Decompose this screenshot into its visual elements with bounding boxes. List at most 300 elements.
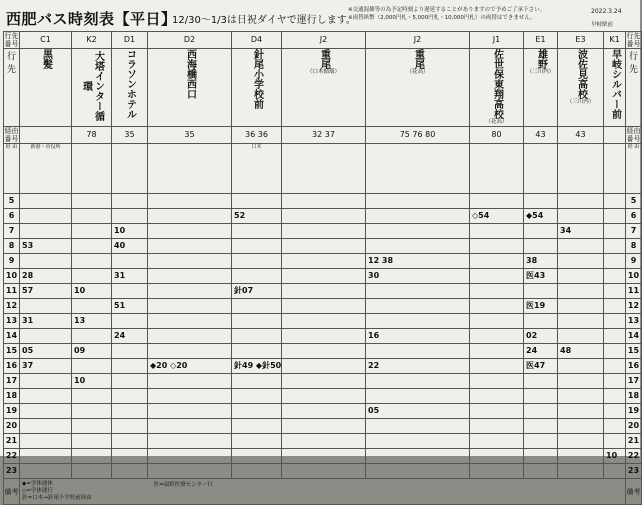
hour-row [4, 254, 642, 269]
departure-cell [148, 314, 232, 329]
via-cell [148, 144, 232, 194]
departure-cell [112, 464, 148, 479]
departure-cell [558, 329, 604, 344]
departure-cell [112, 194, 148, 209]
departure-cell [470, 284, 524, 299]
departure-cell [232, 314, 282, 329]
departure-cell [20, 224, 72, 239]
departure-cell [470, 419, 524, 434]
departure-cell [366, 224, 470, 239]
departure-cell [72, 404, 112, 419]
departure-cell [604, 224, 626, 239]
departure-cell: ◆20 ◇20 [148, 359, 232, 374]
departure-cell: 22 [366, 359, 470, 374]
hour-label: 13 [4, 314, 20, 329]
departure-cell: 針07 [232, 284, 282, 299]
departure-cell [558, 434, 604, 449]
departure-cell [148, 329, 232, 344]
departure-cell [20, 449, 72, 464]
destination-sub: （三川内） [526, 69, 555, 75]
departure-cell [470, 194, 524, 209]
departure-cell [72, 299, 112, 314]
hour-row [4, 284, 642, 299]
departure-cell [470, 344, 524, 359]
via-cell [524, 144, 558, 194]
departure-cell [20, 434, 72, 449]
hour-label: 14 [4, 329, 20, 344]
departure-cell [148, 464, 232, 479]
departure-cell [604, 434, 626, 449]
departure-cell [148, 389, 232, 404]
departure-cell [524, 419, 558, 434]
departure-cell [524, 194, 558, 209]
departure-cell [524, 224, 558, 239]
destination-cell [148, 49, 232, 127]
departure-cell [604, 239, 626, 254]
hour-label-right: 9 [626, 254, 642, 269]
legend [20, 479, 626, 505]
via-cell [604, 144, 626, 194]
departure-cell [604, 209, 626, 224]
destination-name: 黒髪 [40, 49, 52, 69]
departure-cell [282, 269, 366, 284]
departure-cell [20, 194, 72, 209]
departure-cell [604, 464, 626, 479]
via-cell [72, 144, 112, 194]
departure-cell [604, 254, 626, 269]
departure-cell [282, 329, 366, 344]
via-cell: 新港・市役所 [20, 144, 72, 194]
route-number: 35 [112, 127, 148, 144]
departure-cell [558, 464, 604, 479]
departure-cell: 57 [20, 284, 72, 299]
route-number: 78 [72, 127, 112, 144]
departure-cell: 34 [558, 224, 604, 239]
route-number: 43 [524, 127, 558, 144]
departure-cell [604, 329, 626, 344]
departure-cell [232, 299, 282, 314]
legend-l4: 医=福野医療センター行 [153, 482, 213, 488]
departure-cell [558, 374, 604, 389]
destination-sub: （三川内） [566, 99, 595, 105]
departure-cell [232, 449, 282, 464]
departure-cell [148, 344, 232, 359]
route-number: 36 36 [232, 127, 282, 144]
hour-label: 19 [4, 404, 20, 419]
hour-label-right: 11 [626, 284, 642, 299]
departure-cell: 24 [524, 344, 558, 359]
hour-row [4, 329, 642, 344]
departure-cell: 28 [20, 269, 72, 284]
departure-cell [366, 239, 470, 254]
route-code: K2 [72, 32, 112, 49]
departure-cell [524, 239, 558, 254]
departure-cell [604, 419, 626, 434]
departure-cell [232, 464, 282, 479]
departure-cell [366, 344, 470, 359]
departure-cell [112, 419, 148, 434]
hour-label: 6 [4, 209, 20, 224]
departure-cell [72, 254, 112, 269]
hour-label: 12 [4, 299, 20, 314]
departure-cell [112, 254, 148, 269]
departure-cell [524, 389, 558, 404]
hour-label-right: 19 [626, 404, 642, 419]
departure-cell: 24 [112, 329, 148, 344]
departure-cell [20, 464, 72, 479]
departure-cell [282, 434, 366, 449]
departure-cell [232, 239, 282, 254]
destination-name: コラソンホテル [124, 49, 136, 119]
hour-label-right: 15 [626, 344, 642, 359]
departure-cell [112, 389, 148, 404]
departure-cell [112, 359, 148, 374]
timetable [3, 31, 642, 505]
departure-cell [604, 344, 626, 359]
departure-cell [558, 314, 604, 329]
departure-cell [112, 434, 148, 449]
destination-cell [604, 49, 626, 127]
departure-cell [148, 254, 232, 269]
departure-cell [558, 404, 604, 419]
departure-cell: 医43 [524, 269, 558, 284]
departure-cell [72, 419, 112, 434]
departure-cell [558, 449, 604, 464]
departure-cell [148, 209, 232, 224]
departure-cell [366, 464, 470, 479]
via-cell [366, 144, 470, 194]
hour-label-right: 21 [626, 434, 642, 449]
departure-cell [148, 419, 232, 434]
destination-cell [558, 49, 604, 127]
hour-row [4, 299, 642, 314]
departure-cell [604, 194, 626, 209]
departure-cell [232, 254, 282, 269]
departure-cell [72, 449, 112, 464]
departure-cell [470, 359, 524, 374]
departure-cell [558, 284, 604, 299]
destination-cell [282, 49, 366, 127]
hour-label: 5 [4, 194, 20, 209]
departure-cell [282, 314, 366, 329]
departure-cell [232, 194, 282, 209]
route-code: C1 [20, 32, 72, 49]
departure-cell [232, 269, 282, 284]
hour-label: 7 [4, 224, 20, 239]
destination-cell [72, 49, 112, 127]
departure-cell [72, 329, 112, 344]
departure-cell [366, 449, 470, 464]
hour-label: 21 [4, 434, 20, 449]
label-via: 経 由 [4, 144, 20, 194]
destination-name: 西海橋西口 [184, 49, 196, 99]
destination-cell [470, 49, 524, 127]
hour-row [4, 344, 642, 359]
departure-cell [72, 239, 112, 254]
destination-name: 重尾 [318, 49, 330, 69]
departure-cell [72, 464, 112, 479]
departure-cell [72, 434, 112, 449]
hour-row [4, 359, 642, 374]
departure-cell [470, 329, 524, 344]
hour-row [4, 404, 642, 419]
departure-cell: 12 38 [366, 254, 470, 269]
via-cell [112, 144, 148, 194]
departure-cell [72, 224, 112, 239]
departure-cell [604, 374, 626, 389]
departure-cell [148, 284, 232, 299]
departure-cell [282, 239, 366, 254]
hour-label-right: 5 [626, 194, 642, 209]
departure-cell [282, 404, 366, 419]
hour-label-right: 23 [626, 464, 642, 479]
departure-cell [112, 314, 148, 329]
departure-cell: ◆54 [524, 209, 558, 224]
departure-cell: 針49 ◆針50 [232, 359, 282, 374]
route-number: 32 37 [282, 127, 366, 144]
departure-cell: 51 [112, 299, 148, 314]
departure-cell: 05 [20, 344, 72, 359]
hour-label-right: 20 [626, 419, 642, 434]
route-number: 35 [148, 127, 232, 144]
departure-cell: 48 [558, 344, 604, 359]
departure-cell [232, 224, 282, 239]
destination-name: 重尾 [412, 49, 424, 69]
departure-cell [470, 269, 524, 284]
destination-name: 佐世保東翔高校 [491, 49, 503, 119]
destination-cell [524, 49, 558, 127]
hour-row [4, 419, 642, 434]
hour-label-right: 13 [626, 314, 642, 329]
departure-cell [20, 404, 72, 419]
route-code: K1 [604, 32, 626, 49]
departure-cell [112, 374, 148, 389]
departure-cell [604, 269, 626, 284]
departure-cell [470, 464, 524, 479]
label-fare-route: 経由番号 [4, 127, 19, 143]
destination-cell [232, 49, 282, 127]
departure-cell [470, 434, 524, 449]
label-route-no-right: 行先番号 [626, 32, 641, 48]
departure-cell [232, 374, 282, 389]
departure-cell [366, 209, 470, 224]
departure-cell [558, 299, 604, 314]
hour-label: 20 [4, 419, 20, 434]
departure-cell [112, 209, 148, 224]
departure-cell [366, 284, 470, 299]
hour-label: 16 [4, 359, 20, 374]
route-number [604, 127, 626, 144]
via-cell [282, 144, 366, 194]
departure-cell [604, 404, 626, 419]
hour-label-right: 14 [626, 329, 642, 344]
departure-cell: 13 [72, 314, 112, 329]
hour-row [4, 194, 642, 209]
revision-date: 2022.3.24 [591, 8, 622, 15]
label-dest: 行 先 [4, 49, 20, 127]
departure-cell [148, 269, 232, 284]
hour-row [4, 374, 642, 389]
departure-cell [112, 404, 148, 419]
departure-cell [72, 209, 112, 224]
departure-cell: 医47 [524, 359, 558, 374]
departure-cell: 10 [72, 284, 112, 299]
departure-cell: 31 [112, 269, 148, 284]
note-change: ※両替紙幣（2,000円札・5,000円札・10,000円札）の両替はできません。 [348, 15, 536, 21]
departure-cell [232, 344, 282, 359]
route-number: 80 [470, 127, 524, 144]
departure-cell [148, 239, 232, 254]
departure-cell [366, 314, 470, 329]
route-code: D4 [232, 32, 282, 49]
departure-cell [524, 434, 558, 449]
route-code: E1 [524, 32, 558, 49]
legend-l1: ◆=学休運休 [22, 481, 53, 487]
departure-cell [282, 209, 366, 224]
hour-label-right: 18 [626, 389, 642, 404]
hour-label: 23 [4, 464, 20, 479]
departure-cell [558, 389, 604, 404]
departure-cell [282, 194, 366, 209]
departure-cell [470, 314, 524, 329]
departure-cell [148, 194, 232, 209]
route-code: J2 [282, 32, 366, 49]
departure-cell [282, 419, 366, 434]
departure-cell [282, 299, 366, 314]
departure-cell [558, 254, 604, 269]
departure-cell: 16 [366, 329, 470, 344]
departure-cell [604, 389, 626, 404]
departure-cell [470, 449, 524, 464]
via-cell [470, 144, 524, 194]
departure-cell [20, 419, 72, 434]
departure-cell: 10 [604, 449, 626, 464]
hour-row [4, 239, 642, 254]
departure-cell [470, 299, 524, 314]
departure-cell [232, 389, 282, 404]
hour-row [4, 389, 642, 404]
departure-cell [470, 254, 524, 269]
departure-cell: 37 [20, 359, 72, 374]
departure-cell [558, 209, 604, 224]
departure-cell [72, 389, 112, 404]
departure-cell: 05 [366, 404, 470, 419]
departure-cell [72, 194, 112, 209]
departure-cell: 53 [20, 239, 72, 254]
departure-cell [20, 299, 72, 314]
departure-cell: 09 [72, 344, 112, 359]
departure-cell [558, 269, 604, 284]
departure-cell [366, 299, 470, 314]
departure-cell [604, 314, 626, 329]
departure-cell [366, 194, 470, 209]
destination-cell [112, 49, 148, 127]
departure-cell [470, 374, 524, 389]
departure-cell [20, 389, 72, 404]
label-dest-right: 行 先 [626, 49, 642, 127]
departure-cell [282, 284, 366, 299]
departure-cell [148, 224, 232, 239]
destination-cell [20, 49, 72, 127]
hour-label-right: 16 [626, 359, 642, 374]
departure-cell [470, 224, 524, 239]
hour-row [4, 224, 642, 239]
departure-cell [366, 434, 470, 449]
destination-name: 雄野 [535, 49, 547, 69]
departure-cell [524, 374, 558, 389]
departure-cell [20, 374, 72, 389]
departure-cell [20, 254, 72, 269]
departure-cell: 30 [366, 269, 470, 284]
departure-cell [232, 329, 282, 344]
label-route-no: 行先番号 [4, 32, 19, 48]
label-fare-route-right: 経由番号 [626, 127, 641, 143]
hour-label-right: 17 [626, 374, 642, 389]
departure-cell [232, 419, 282, 434]
departure-cell: 医19 [524, 299, 558, 314]
departure-cell [604, 284, 626, 299]
hour-label-right: 10 [626, 269, 642, 284]
departure-cell [470, 239, 524, 254]
hour-label: 9 [4, 254, 20, 269]
hour-row [4, 449, 642, 464]
departure-cell [148, 404, 232, 419]
departure-cell [282, 224, 366, 239]
hour-label: 10 [4, 269, 20, 284]
route-number: 75 76 80 [366, 127, 470, 144]
stop-name: 早岐駅前 [591, 22, 614, 28]
hour-label: 15 [4, 344, 20, 359]
route-code: E3 [558, 32, 604, 49]
hour-label: 22 [4, 449, 20, 464]
hour-label-right: 6 [626, 209, 642, 224]
departure-cell [148, 434, 232, 449]
destination-name: 針尾小学校前 [251, 49, 263, 109]
departure-cell [366, 419, 470, 434]
route-number: 43 [558, 127, 604, 144]
departure-cell [558, 239, 604, 254]
departure-cell [524, 284, 558, 299]
destination-name: 早岐シルバー前 [609, 49, 621, 119]
departure-cell [524, 314, 558, 329]
departure-cell [232, 434, 282, 449]
departure-cell [148, 299, 232, 314]
departure-cell [282, 374, 366, 389]
departure-cell [282, 389, 366, 404]
departure-cell [72, 359, 112, 374]
departure-cell [20, 329, 72, 344]
destination-name: 波佐見高校 [575, 49, 587, 99]
departure-cell [282, 359, 366, 374]
departure-cell [470, 404, 524, 419]
departure-cell [112, 284, 148, 299]
hour-label: 11 [4, 284, 20, 299]
departure-cell [20, 209, 72, 224]
route-code: J1 [470, 32, 524, 49]
destination-sub: （花高） [485, 119, 508, 125]
hour-label: 8 [4, 239, 20, 254]
notes [348, 6, 545, 22]
label-remarks: 備考 [4, 479, 20, 505]
departure-cell [604, 299, 626, 314]
departure-cell [72, 269, 112, 284]
via-cell: 口木 [232, 144, 282, 194]
departure-cell [558, 194, 604, 209]
hour-label-right: 8 [626, 239, 642, 254]
hour-label: 18 [4, 389, 20, 404]
departure-cell [470, 389, 524, 404]
legend-l3: 針=口木→針尾小学校前経由 [22, 495, 92, 501]
